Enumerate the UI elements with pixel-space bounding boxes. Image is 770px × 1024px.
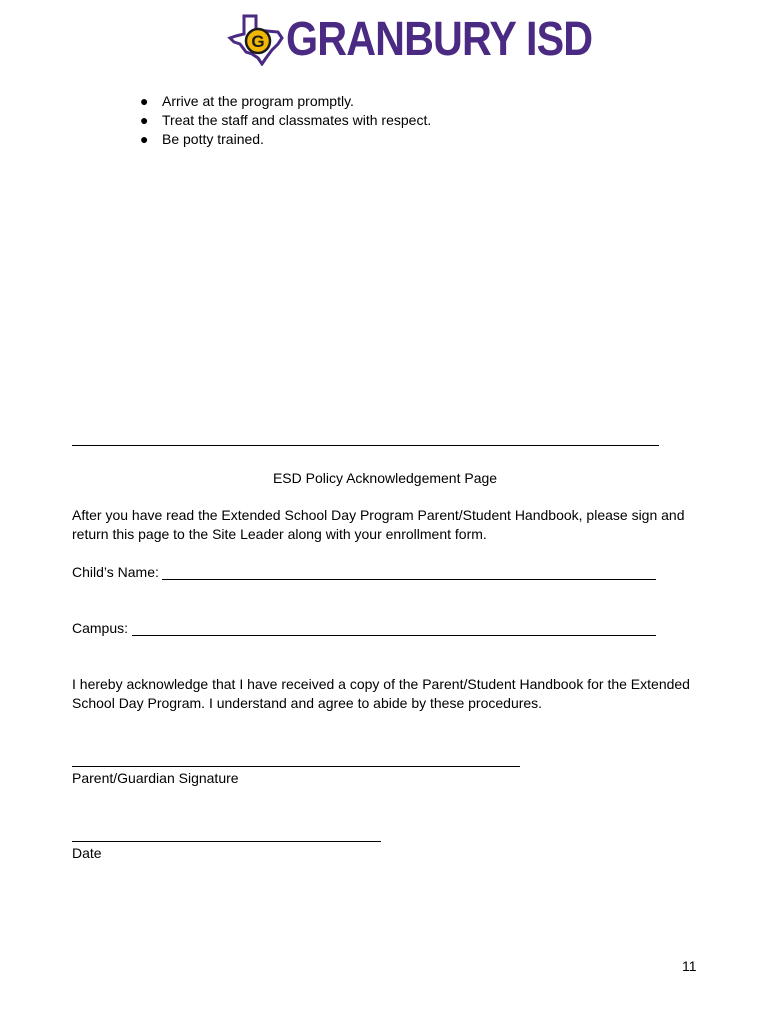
rule-text: Arrive at the program promptly. [162,93,354,109]
list-item [140,111,431,130]
child-name-label: Child’s Name: [72,564,159,580]
district-logo [226,12,593,68]
signature-label: Parent/Guardian Signature [72,770,239,786]
bullet-icon: ● [140,112,149,128]
emblem-letter: G [251,32,265,51]
cut-line-divider [72,445,659,446]
campus-label: Campus: [72,620,129,636]
signature-field[interactable] [72,766,520,767]
rule-text: Be potty trained. [162,131,264,147]
acknowledgement-line-2: School Day Program. I understand and agree to abide by these procedures. [72,695,543,711]
page-number: 11 [682,958,697,974]
form-title: ESD Policy Acknowledgement Page [272,470,498,486]
date-label: Date [72,845,102,861]
intro-text-line-1: After you have read the Extended School Day Program Parent/Student Handbook, please sign and [72,507,685,523]
campus-field[interactable] [132,635,656,636]
logo-text: GRANBURY ISD [286,13,593,66]
list-item [140,92,431,111]
acknowledgement-line-1: I hereby acknowledge that I have received a copy of the Parent/Student Handbook for the Extended [72,676,690,692]
rules-list [140,92,431,149]
bullet-icon: ● [140,131,149,147]
date-field[interactable] [72,841,381,842]
bullet-icon: ● [140,93,149,109]
list-item [140,130,431,149]
rule-text: Treat the staff and classmates with respect. [162,112,432,128]
intro-text-line-2: return this page to the Site Leader along with your enrollment form. [72,526,487,542]
texas-g-emblem-icon [226,14,286,66]
child-name-field[interactable] [162,579,656,580]
